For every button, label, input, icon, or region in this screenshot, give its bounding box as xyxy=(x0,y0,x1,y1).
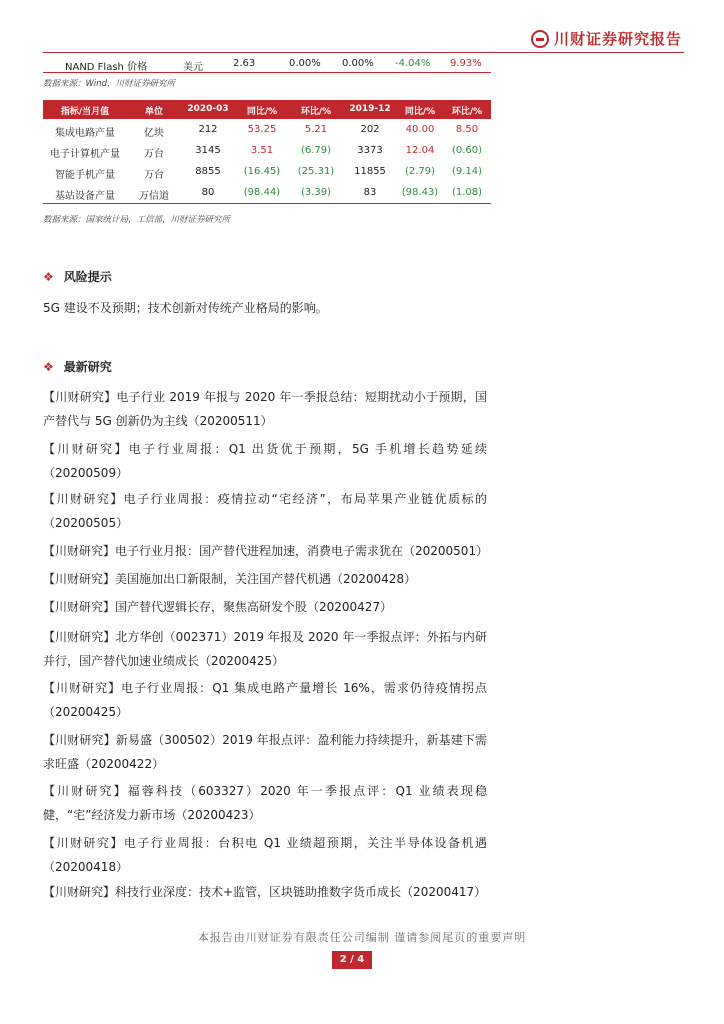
brand-name: 川财证券研究报告 xyxy=(553,30,682,48)
nand-change-2: 0.00% xyxy=(342,58,374,69)
table-cell: 电子计算机产量 xyxy=(50,149,120,160)
table-cell: (6.79) xyxy=(300,145,332,156)
brand-logo-icon xyxy=(531,30,549,48)
header-divider xyxy=(43,52,684,53)
risk-text: 5G 建设不及预期；技术创新对传统产业格局的影响。 xyxy=(43,301,328,315)
table-cell: 12.04 xyxy=(405,145,435,156)
table-cell: (98.43) xyxy=(401,187,439,198)
table-cell: (1.08) xyxy=(451,187,483,198)
diamond-bullet-icon: ❖ xyxy=(43,359,54,374)
table-header-row xyxy=(43,100,491,119)
table-row xyxy=(43,140,491,161)
nand-value: 2.63 xyxy=(233,58,256,69)
indicator-table xyxy=(43,100,491,204)
table-row xyxy=(43,161,491,182)
research-item[interactable]: 【川财研究】电子行业周报：台积电 Q1 业绩超预期，关注半导体设备机遇（20200418） xyxy=(43,836,487,874)
footer-disclaimer: 本报告由川财证券有限责任公司编制 谨请参阅尾页的重要声明 xyxy=(197,931,527,944)
table-header-cell: 2020-03 xyxy=(187,104,229,114)
table-cell: 40.00 xyxy=(405,124,435,135)
table-cell: 万台 xyxy=(144,149,164,160)
table-cell: 53.25 xyxy=(247,124,277,135)
table-cell: 3373 xyxy=(357,145,383,156)
table-cell: 万台 xyxy=(144,170,164,181)
research-item[interactable]: 【川财研究】电子行业 2019 年报与 2020 年一季报总结：短期扰动小于预期，国产替代与 5G 创新仍为主线（20200511） xyxy=(43,390,487,428)
nand-flash-row xyxy=(43,57,491,73)
table-header-cell: 2019-12 xyxy=(349,104,391,114)
nand-change-4: 9.93% xyxy=(450,58,482,69)
risk-heading xyxy=(43,268,112,285)
research-item[interactable]: 【川财研究】电子行业周报：疫情拉动“宅经济”，布局苹果产业链优质标的（20200505） xyxy=(43,492,487,530)
table-cell: (98.44) xyxy=(243,187,281,198)
research-item[interactable]: 【川财研究】电子行业周报：Q1 出货优于预期，5G 手机增长趋势延续（20200509） xyxy=(43,442,487,480)
table-header-cell: 单位 xyxy=(144,107,163,117)
table-cell: (3.39) xyxy=(300,187,332,198)
research-item[interactable]: 【川财研究】新易盛（300502）2019 年报点评：盈利能力持续提升，新基建下需求旺盛（20200422） xyxy=(43,733,487,771)
nand-table-bottom-rule xyxy=(43,72,491,73)
nand-change-1: 0.00% xyxy=(289,58,321,69)
table-cell: 8.50 xyxy=(455,124,479,135)
table-cell: 智能手机产量 xyxy=(55,170,115,181)
research-heading xyxy=(43,358,112,375)
table-row xyxy=(43,182,491,203)
research-item[interactable]: 【川财研究】电子行业月报：国产替代进程加速，消费电子需求犹在（20200501） xyxy=(43,544,489,558)
source-note-1: 数据来源：Wind，川财证券研究所 xyxy=(43,79,176,89)
nand-change-3: -4.04% xyxy=(395,58,431,69)
table-cell: (0.60) xyxy=(451,145,483,156)
table-cell: 11855 xyxy=(354,166,386,177)
nand-name: NAND Flash 价格 xyxy=(65,62,148,73)
table-cell: 202 xyxy=(360,124,380,135)
table-cell: 3145 xyxy=(195,145,221,156)
risk-title: 风险提示 xyxy=(63,270,112,284)
brand-logo xyxy=(531,28,682,49)
table-bottom-rule xyxy=(43,203,491,204)
table-header-cell: 同比/% xyxy=(404,107,436,117)
table-header-cell: 指标/当月值 xyxy=(60,107,110,117)
table-cell: 3.51 xyxy=(250,145,274,156)
research-item[interactable]: 【川财研究】北方华创（002371）2019 年报及 2020 年一季报点评：外拓与内研并行，国产替代加速业绩成长（20200425） xyxy=(43,630,487,668)
table-header-cell: 环比/% xyxy=(451,107,483,117)
table-header-cell: 同比/% xyxy=(246,107,278,117)
research-title: 最新研究 xyxy=(63,360,112,374)
table-cell: 212 xyxy=(198,124,218,135)
table-cell: 5.21 xyxy=(304,124,328,135)
research-item[interactable]: 【川财研究】国产替代逻辑长存，聚焦高研发个股（20200427） xyxy=(43,600,393,614)
table-cell: (9.14) xyxy=(451,166,483,177)
nand-unit: 美元 xyxy=(183,62,203,73)
table-cell: 集成电路产量 xyxy=(55,128,115,139)
table-cell: 万信道 xyxy=(139,191,169,202)
table-cell: (16.45) xyxy=(243,166,281,177)
table-cell: 8855 xyxy=(195,166,221,177)
table-cell: 基站设备产量 xyxy=(55,191,115,202)
table-cell: (2.79) xyxy=(404,166,436,177)
research-item[interactable]: 【川财研究】科技行业深度：技术+监管，区块链助推数字货币成长（20200417） xyxy=(43,885,487,899)
research-item[interactable]: 【川财研究】福蓉科技（603327）2020 年一季报点评：Q1 业绩表现稳健，“宅”经济发力新市场（20200423） xyxy=(43,784,487,822)
table-cell: 83 xyxy=(363,187,377,198)
table-cell: 亿块 xyxy=(144,128,164,139)
diamond-bullet-icon: ❖ xyxy=(43,269,54,284)
table-row xyxy=(43,119,491,140)
table-cell: (25.31) xyxy=(297,166,335,177)
research-item[interactable]: 【川财研究】美国施加出口新限制，关注国产替代机遇（20200428） xyxy=(43,572,417,586)
table-header-cell: 环比/% xyxy=(300,107,332,117)
page-number: 2 / 4 xyxy=(332,951,372,969)
research-item[interactable]: 【川财研究】电子行业周报：Q1 集成电路产量增长 16%，需求仍待疫情拐点（20200425） xyxy=(43,681,487,719)
table-cell: 80 xyxy=(201,187,215,198)
source-note-2: 数据来源：国家统计局，工信部，川财证券研究所 xyxy=(43,215,231,225)
